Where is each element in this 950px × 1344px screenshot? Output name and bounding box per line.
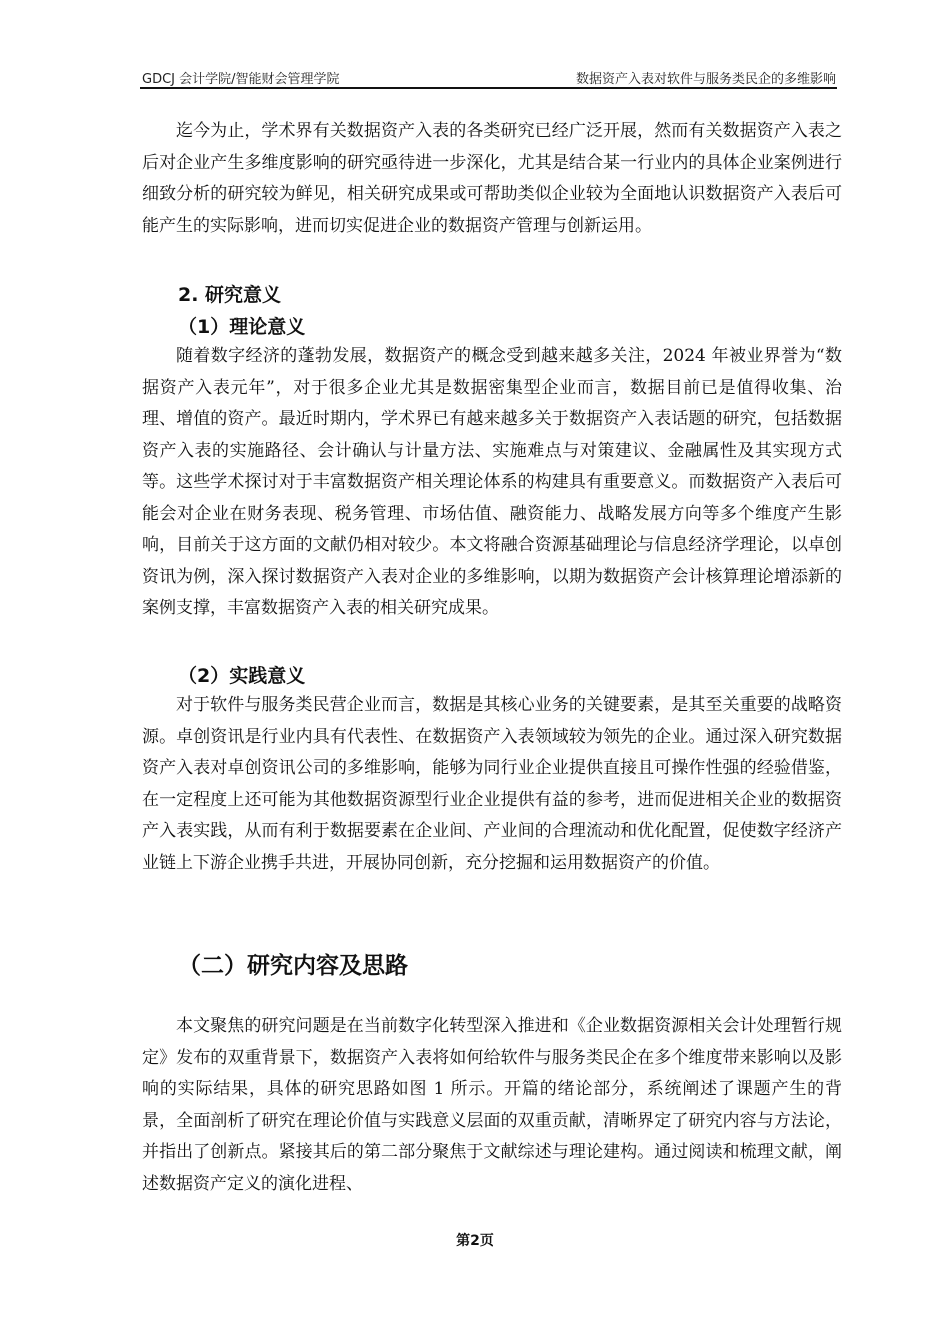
paragraph-practical-significance: 对于软件与服务类民营企业而言，数据是其核心业务的关键要素，是其至关重要的战略资源。卓创资讯是行业内具有代表性、在数据资产入表领域较为领先的企业。通过深入研究数据资产入表对卓创资讯公司的多维影响，能够为同行业企业提供直接且可操作性强的经验借鉴，在一定程度上还可能为其他数据资源型行业企业提供有益的参考，进而促进相关企业的数据资产入表实践，从而有利于数据要素在企业间、产业间的合理流动和优化配置，促使数字经济产业链上下游企业携手共进，开展协同创新，充分挖掘和运用数据资产的价值。 [142, 695, 842, 873]
paragraph-research-content: 本文聚焦的研究问题是在当前数字化转型深入推进和《企业数据资源相关会计处理暂行规定》发布的双重背景下，数据资产入表将如何给软件与服务类民企在多个维度带来影响以及影响的实际结果，具体的研究思路如图 1 所示。开篇的绪论部分，系统阐述了课题产生的背景，全面剖析了研究在理论价值与实践意义层面的双重贡献，清晰界定了研究内容与方法论，并指出了创新点。紧接其后的第二部分聚焦于文献综述与理论建构。通过阅读和梳理文献，阐述数据资产定义的演化进程、 [142, 1016, 842, 1194]
page-number: 第2页 [456, 1233, 494, 1249]
heading-research-content: （二）研究内容及思路 [178, 953, 408, 979]
heading-research-significance: 2. 研究意义 [178, 284, 282, 306]
heading-theoretical-significance: （1）理论意义 [178, 316, 306, 338]
heading-practical-significance: （2）实践意义 [178, 665, 306, 687]
paragraph-research-status: 迄今为止，学术界有关数据资产入表的各类研究已经广泛开展，然而有关数据资产入表之后对企业产生多维度影响的研究亟待进一步深化，尤其是结合某一行业内的具体企业案例进行细致分析的研究较为鲜见，相关研究成果或可帮助类似企业较为全面地认识数据资产入表后可能产生的实际影响，进而切实促进企业的数据资产管理与创新运用。 [142, 121, 842, 236]
paragraph-theoretical-significance: 随着数字经济的蓬勃发展，数据资产的概念受到越来越多关注，2024 年被业界誉为“数据资产入表元年”，对于很多企业尤其是数据密集型企业而言，数据目前已是值得收集、治理、增值的资产。最近时期内，学术界已有越来越多关于数据资产入表话题的研究，包括数据资产入表的实施路径、会计确认与计量方法、实施难点与对策建议、金融属性及其实现方式等。这些学术探讨对于丰富数据资产相关理论体系的构建具有重要意义。而数据资产入表后可能会对企业在财务表现、税务管理、市场估值、融资能力、战略发展方向等多个维度产生影响，目前关于这方面的文献仍相对较少。本文将融合资源基础理论与信息经济学理论，以卓创资讯为例，深入探讨数据资产入表对企业的多维影响，以期为数据资产会计核算理论增添新的案例支撑，丰富数据资产入表的相关研究成果。 [142, 346, 842, 618]
header-divider [140, 87, 837, 89]
header-title: 数据资产入表对软件与服务类民企的多维影响 [575, 72, 836, 87]
header-institution: GDCJ 会计学院/智能财会管理学院 [142, 72, 340, 87]
page-header [142, 64, 836, 86]
